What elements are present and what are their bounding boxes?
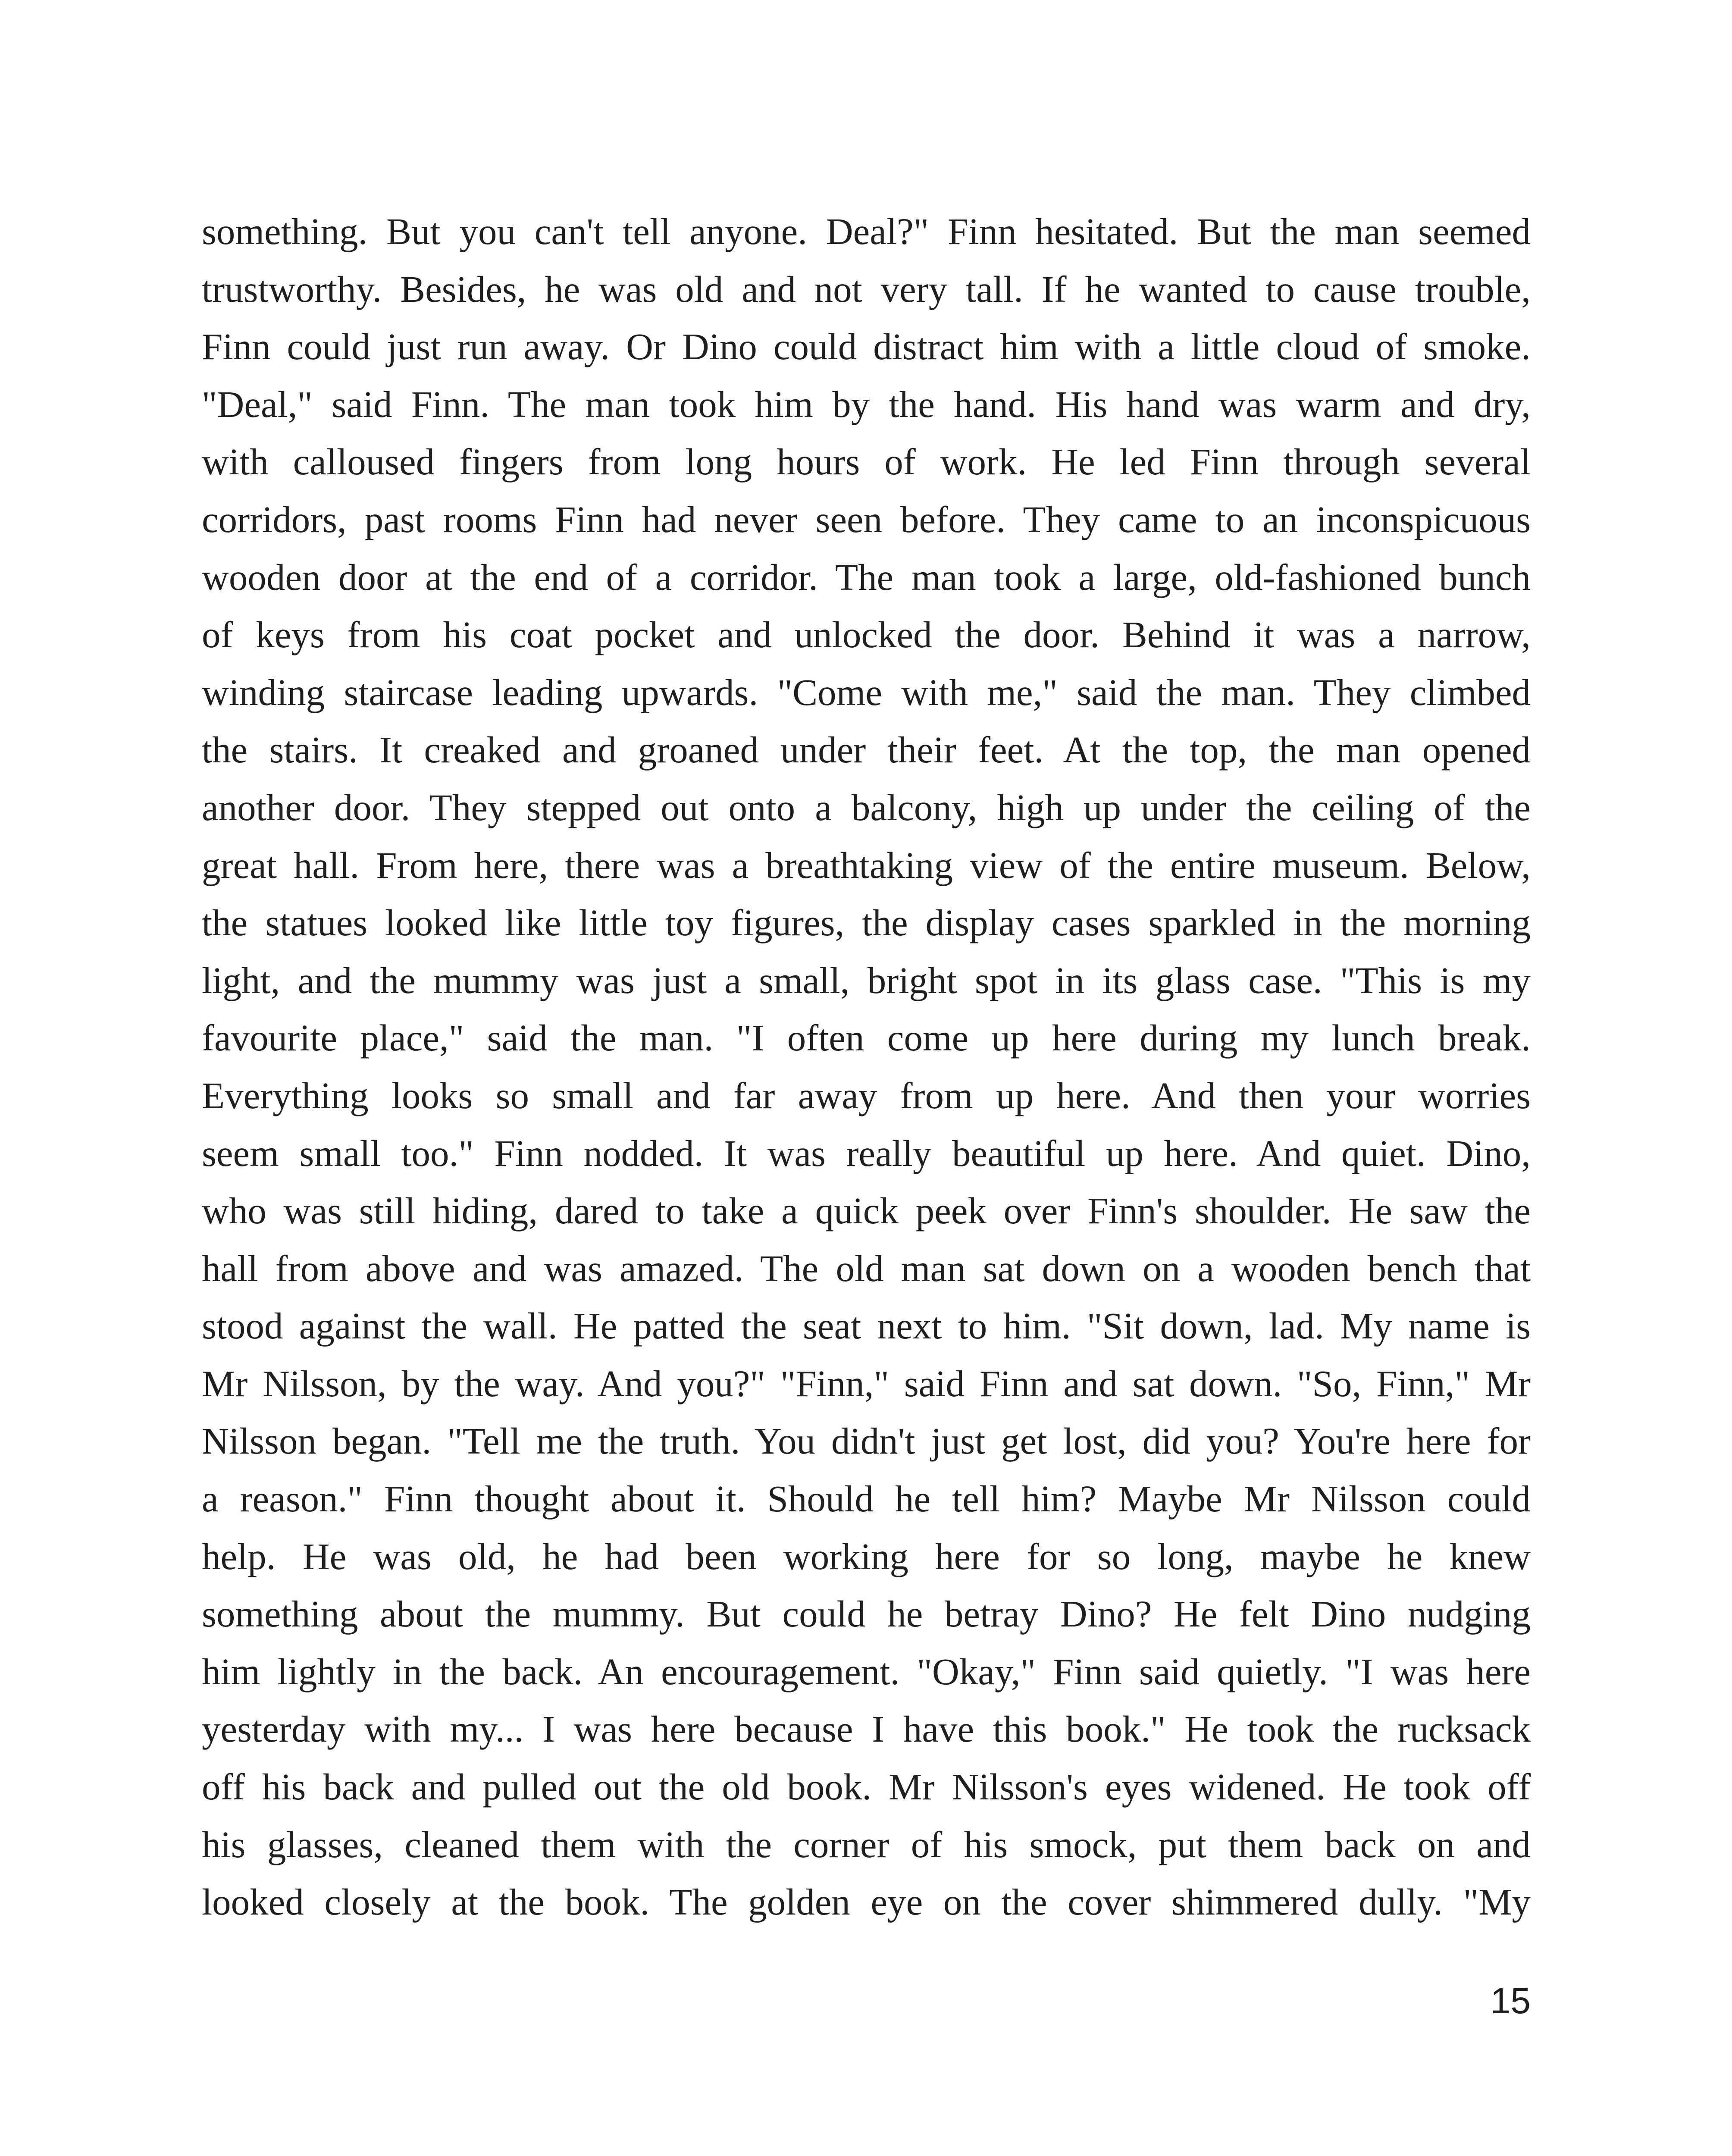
text-line: favourite place," said the man. "I often come up here during my lunch break. <box>202 1017 1531 1059</box>
text-line: help. He was old, he had been working here for so long, maybe he knew <box>202 1535 1531 1577</box>
text-line: "Deal," said Finn. The man took him by the hand. His hand was warm and dry, <box>202 383 1531 425</box>
text-line: stood against the wall. He patted the seat next to him. "Sit down, lad. My name is <box>202 1305 1531 1347</box>
text-line: Finn could just run away. Or Dino could distract him with a little cloud of smoke. <box>202 326 1531 368</box>
text-line: another door. They stepped out onto a balcony, high up under the ceiling of the <box>202 786 1531 828</box>
text-line: trustworthy. Besides, he was old and not very tall. If he wanted to cause trouble, <box>202 268 1531 310</box>
text-line: Mr Nilsson, by the way. And you?" "Finn," said Finn and sat down. "So, Finn," Mr <box>202 1362 1531 1404</box>
text-line: light, and the mummy was just a small, bright spot in its glass case. "This is my <box>202 959 1531 1001</box>
text-line: seem small too." Finn nodded. It was really beautiful up here. And quiet. Dino, <box>202 1132 1531 1174</box>
text-line: off his back and pulled out the old book. Mr Nilsson's eyes widened. He took off <box>202 1766 1531 1808</box>
text-line: wooden door at the end of a corridor. The man took a large, old-fashioned bunch <box>202 556 1531 598</box>
text-line: great hall. From here, there was a breathtaking view of the entire museum. Below, <box>202 844 1531 886</box>
text-line: yesterday with my... I was here because I have this book." He took the rucksack <box>202 1708 1531 1750</box>
text-line: winding staircase leading upwards. "Come with me," said the man. They climbed <box>202 671 1531 713</box>
text-line: him lightly in the back. An encouragement. "Okay," Finn said quietly. "I was here <box>202 1650 1531 1692</box>
text-line: a reason." Finn thought about it. Should he tell him? Maybe Mr Nilsson could <box>202 1478 1531 1520</box>
text-line: his glasses, cleaned them with the corner of his smock, put them back on and <box>202 1823 1531 1865</box>
text-line: with calloused fingers from long hours of work. He led Finn through several <box>202 441 1531 483</box>
text-line: the statues looked like little toy figures, the display cases sparkled in the morning <box>202 902 1531 944</box>
text-line: hall from above and was amazed. The old man sat down on a wooden bench that <box>202 1247 1531 1289</box>
text-line: of keys from his coat pocket and unlocked the door. Behind it was a narrow, <box>202 614 1531 656</box>
text-line: something. But you can't tell anyone. Deal?" Finn hesitated. But the man seemed <box>202 210 1531 252</box>
text-line: Everything looks so small and far away from up here. And then your worries <box>202 1074 1531 1116</box>
text-line: looked closely at the book. The golden eye on the cover shimmered dully. "My <box>202 1881 1531 1923</box>
text-line: something about the mummy. But could he betray Dino? He felt Dino nudging <box>202 1593 1531 1635</box>
text-line: corridors, past rooms Finn had never seen before. They came to an inconspicuous <box>202 498 1531 540</box>
body-text <box>202 203 1531 1931</box>
text-line: Nilsson began. "Tell me the truth. You didn't just get lost, did you? You're here for <box>202 1420 1531 1462</box>
text-line: who was still hiding, dared to take a quick peek over Finn's shoulder. He saw the <box>202 1190 1531 1232</box>
text-line: the stairs. It creaked and groaned under their feet. At the top, the man opened <box>202 729 1531 771</box>
page-number: 15 <box>1490 1981 1531 2021</box>
